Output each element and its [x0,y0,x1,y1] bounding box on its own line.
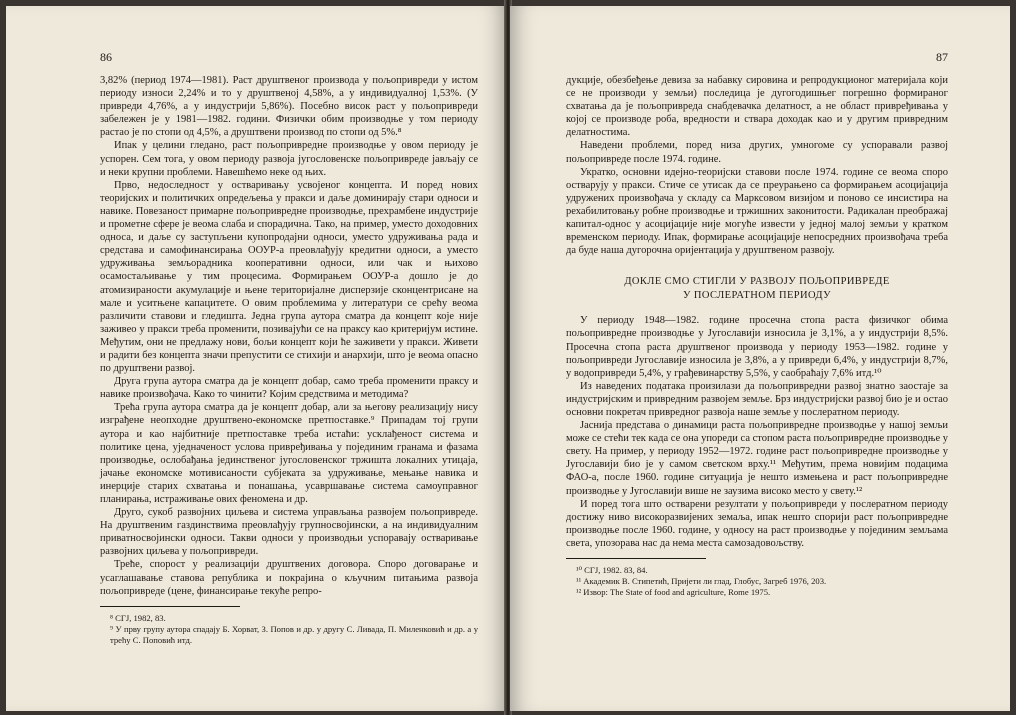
paragraph: Друга група аутора сматра да је концепт добар, само треба променити праксу и навике произвођача. Како то чинити? Којим средствима и методима? [100,376,478,401]
footnote-rule [100,606,240,607]
left-page [6,6,506,711]
section-heading [566,275,948,302]
left-body-text [100,74,478,598]
paragraph: Треће, спорост у реализацији друштвених договора. Споро договарање и усаглашавање ставова република и покрајина о кључним питањима развоја пољопривреде (цене, финансирање текуће репро- [100,559,478,597]
paragraph: Укратко, основни идејно-теоријски ставови после 1974. године се веома споро остварују у пракси. Стиче се утисак да се преурањено са формирањем асоцијација удружених произвођача у складу са Марксовом визијом и поново се инсистира на рехабилитовању робне производње и тржишних законитости. Радикалан преображај капитал-однос у асоцијације није могуће извести у једној малој земљи у кратком временском периоду. Ипак, формирање асоцијације непосредних произвођача треба да буде наша дугорочна оријентација у друштвеном развоју. [566,166,948,257]
paragraph: 3,82% (период 1974—1981). Раст друштвеног производа у пољопривреди у истом периоду износи 2,24% и то у друштвеној 4,58%, а у индивидуалној 1,53%. (У привреди 4,76%, а у индустрији 5,86%). Посебно висок раст у пољопривреди забележен је у 1981—1982. години. Физички обим производње у том периоду растао је по стопи од 4,5%, а друштвени производ по стопи од 5%.⁸ [100,75,478,139]
paragraph: Ипак у целини гледано, раст пољопривредне производње у овом периоду је успорен. Сем тога, у овом периоду развоја југословенске пољопривреде јављају се и неки крупни проблеми. Навешћемо неке од њих. [100,140,478,178]
footnote: ¹¹ Академик В. Стипетић, Пријети ли глад, Глобус, Загреб 1976, 203. [576,576,827,586]
page-number: 87 [936,50,948,64]
section-heading-line: ДОКЛЕ СМО СТИГЛИ У РАЗВОЈУ ПОЉОПРИВРЕДЕ [624,276,890,288]
right-page [510,6,1010,711]
footnote: ⁹ У прву групу аутора спадају Б. Хорват, З. Попов и др. у другу С. Ливада, П. Миленковић и др. а у трећу С. Поповић итд. [110,623,478,645]
footnote: ¹⁰ СГЈ, 1982. 83, 84. [576,565,648,575]
paragraph: Прво, недоследност у остваривању усвојеног концепта. И поред нових теоријских и политичких опредељења у пракси и даље доминирају стари односи и навике. Повезаност примарне пољопривредне производње, прехрамбене индустрије и прометне сфере је веома слаба и спорадична. Тако, на пример, уместо доходовних односа, и даље су заступљени купопродајни односи, уместо удруживања рада и средстава и самофинансирања ООУР-а преовлађују кредитни односи, а уместо удруживања земљорадника кооперативни односи, или чак и њихово осамостаљивање у тим процесима. Формирањем ООУР-а дошло је до атомизираности акумулације и њене територијалне дисперзије сконцентрисане на мале и уситњене капацитете. О овим проблемима у литератури се срећу веома различити ставови и гледишта. Једна група аутора сматра да концепт које није заживео у пракси треба променити, позивајући се на праксу као критеријум истине. Међутим, они не предлажу нови, бољи концепт који ће заживети у пракси. Живети и радити без концепта значи препустити се стихији и анархији, што је веома опасно по друштвени развој. [100,179,478,375]
paragraph: Из наведених података произилази да пољопривредни развој знатно заостаје за индустријским и привредним развојем земље. Брз индустријски развој био је и остао основни покретач привредног развоја наше земље у послератном периоду. [566,380,948,418]
right-body-text [566,74,948,550]
paragraph: Јаснија представа о динамици раста пољопривредне производње у нашој земљи може се стећи тек када се она упореди са стопом раста пољопривредне производње у свету. На пример, у периоду 1952—1972. године раст пољопривредне производње у Југославији био је у самом светском врху.¹¹ Међутим, према новијим подацима ФАО-а, после 1960. године ситуација је нешто измењена и раст пољопривредне производње у Југославији више не заузима високо место у свету.¹² [566,420,948,497]
paragraph: У периоду 1948—1982. године просечна стопа раста физичког обима пољопривредне производње у Југославији износила је 3,1%, а у индустрији 8,5%. Просечна стопа раста друштвеног производа у периоду 1953—1982. године у пољопривреди Југославије износила је 3,8%, а у привреди 6,4%, у индустрији 8,7%, у водопривреди 5,4%, у грађевинарству 5,5%, у саобраћају 7,6% итд.¹⁰ [566,315,948,379]
footnote: ⁸ СГЈ, 1982, 83. [110,612,166,623]
paragraph: И поред тога што остварени резултати у пољопривреди у послератном периоду достижу ниво високоразвијених земаља, ипак нешто спорији раст пољопривредне производње после 1960. године, у односу на раст производње у појединим земљама света, упозорава нас да нема места самозадовољству. [566,498,948,549]
paragraph: Наведени проблеми, поред низа других, умногоме су успоравали развој пољопривреде после 1974. године. [566,140,948,165]
paragraph: Трећа група аутора сматра да је концепт добар, али за његову реализацију нису изграђене неопходне друштвено-економске претпоставке.⁹ Припадам тој групи аутора и као најбитније претпоставке треба истаћи: усклађеност система и политике цена, уједначеност услова привређивања у појединим гранама и фазама производње, ослобађања јединственог југословенског тржишта локалних утицаја, јачање економске мотивисаности субјеката за удруживање, мењање навика и инерције старих схватања и понашања, усавршавање система самоуправног планирања, истраживање ових феномена и др. [100,402,478,505]
section-heading-line: У ПОСЛЕРАТНОМ ПЕРИОДУ [683,289,831,301]
page-number: 86 [100,50,112,64]
paragraph: Друго, сукоб развојних циљева и система управљања развојем пољопривреде. На друштвеним газдинствима преовлађују групносвојински, а на индивидуалним приватносвојински односи. Такви односи у производњи успоравају остваривање развојних циљева у пољопривреди. [100,507,478,558]
footnotes [100,613,478,646]
footnote-rule [566,558,706,559]
footnote: ¹² Извор: The State of food and agriculture, Rome 1975. [576,587,771,597]
paragraph: дукције, обезбеђење девиза за набавку сировина и репродукционог материјала који се не производи у земљи) последица је дугогодишњег погрешно формираног схватања да је пољопривреда снабдевачка делатност, а не област привређивања у којој се производе роба, вредности и ствара доходак као и у другим привредним делатностима. [566,75,948,139]
footnotes [566,565,948,598]
